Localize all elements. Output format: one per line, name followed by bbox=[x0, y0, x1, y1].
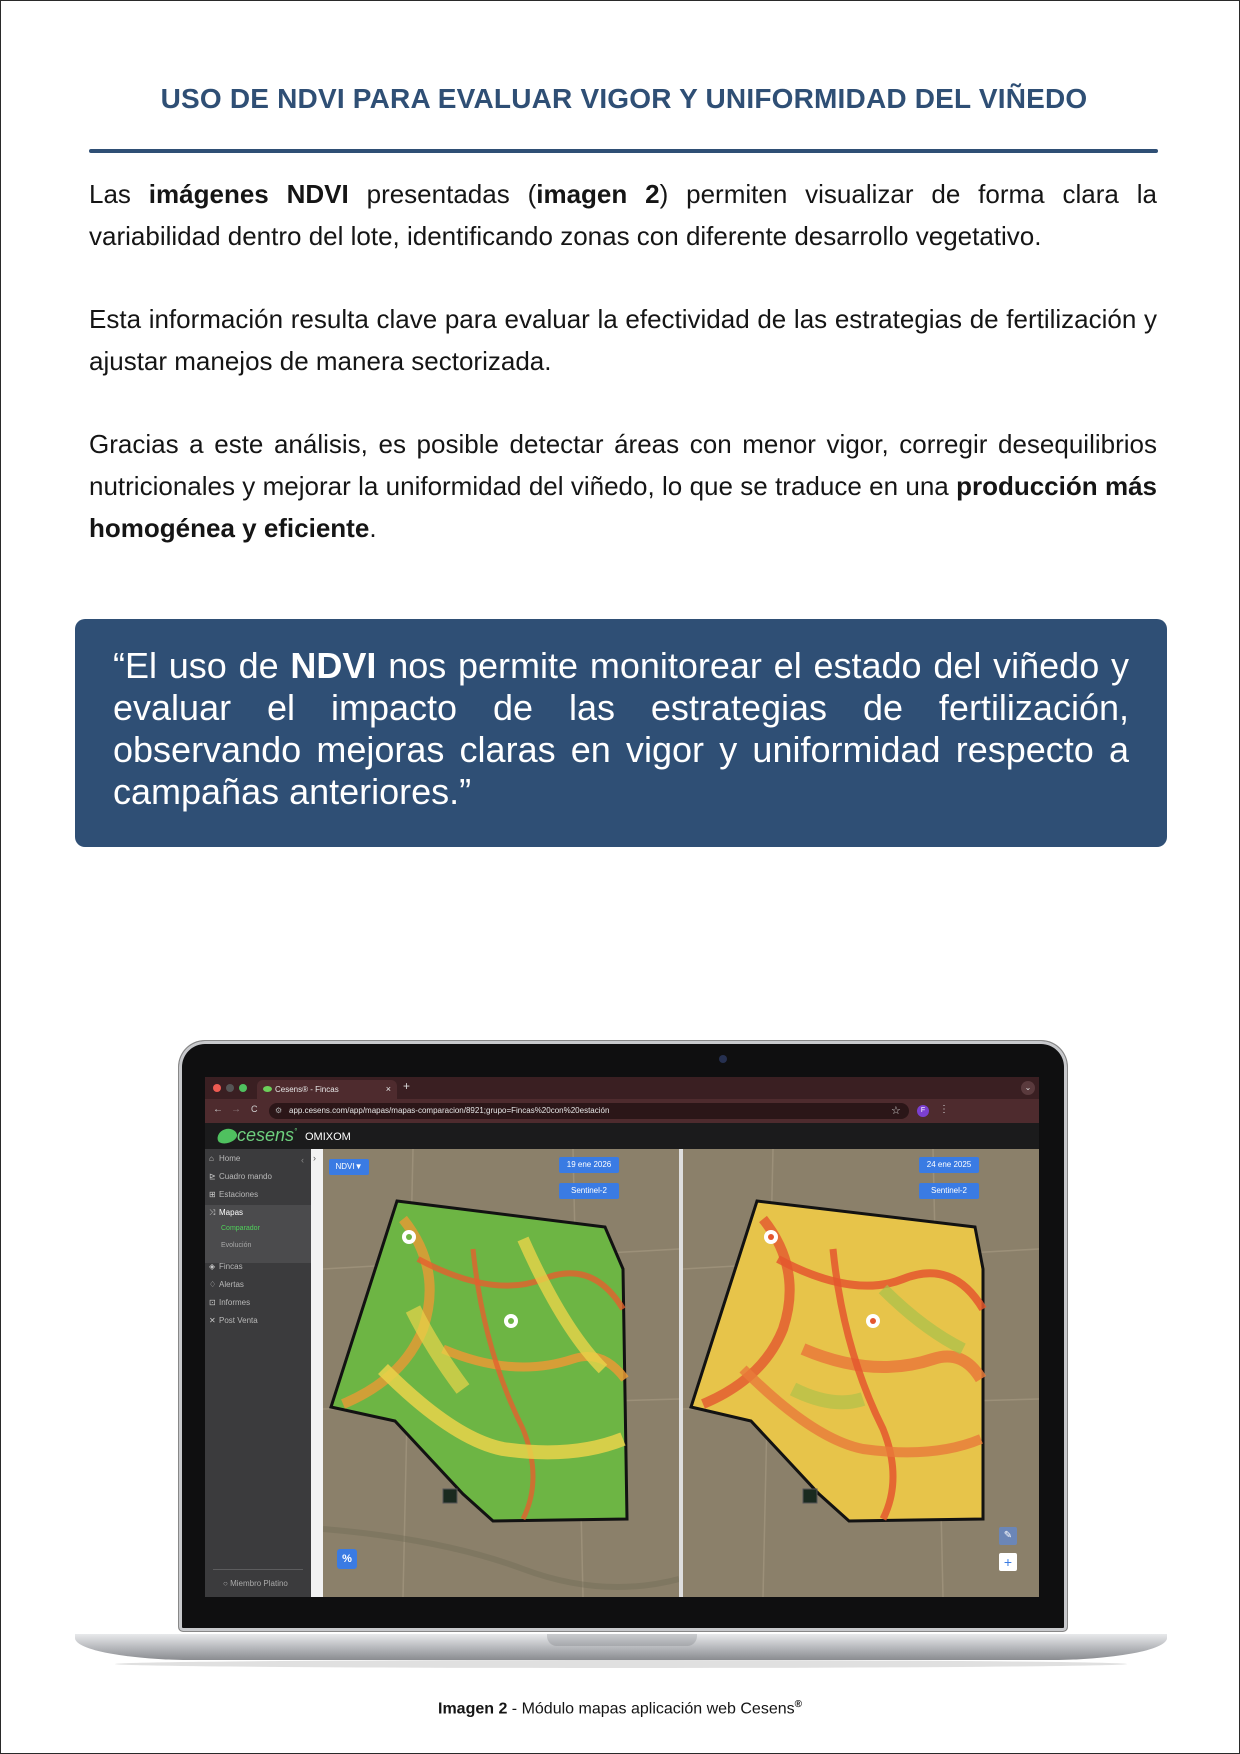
station-icon: ⊞ bbox=[209, 1190, 216, 1199]
member-label: Miembro Platino bbox=[230, 1579, 288, 1588]
satellite-map-left bbox=[323, 1149, 679, 1597]
p1-bold-a: imágenes NDVI bbox=[148, 179, 349, 209]
document-title: USO DE NDVI PARA EVALUAR VIGOR Y UNIFORMIDAD DEL VIÑEDO bbox=[160, 83, 1088, 114]
paragraph-2: Esta información resulta clave para evaluar la efectividad de las estrategias de fertilización y ajustar manejos de manera sectorizada. bbox=[89, 304, 1157, 376]
title-divider bbox=[89, 149, 1158, 153]
quote-box bbox=[75, 619, 1167, 847]
paragraph-3 bbox=[89, 423, 1157, 549]
quote-text-b: nos permite monitorear el estado del viñedo y evaluar el impacto de las estrategias de fertilización, observando mejoras claras en vigor y uniformidad respecto a campañas anteriores.” bbox=[113, 645, 1129, 812]
laptop-shadow bbox=[115, 1660, 1127, 1668]
browser-menu-icon[interactable]: ⋮ bbox=[939, 1104, 949, 1115]
date-select-right[interactable]: 24 ene 2025 bbox=[919, 1157, 979, 1173]
url-text: app.cesens.com/app/mapas/mapas-comparacion/8921;grupo=Fincas%20con%20estación bbox=[289, 1106, 610, 1115]
caption-label: Imagen 2 bbox=[438, 1700, 508, 1718]
membership-badge[interactable] bbox=[223, 1579, 288, 1588]
sidebar bbox=[205, 1149, 311, 1597]
map-icon: ⤨ bbox=[209, 1208, 216, 1217]
cesens-logo[interactable] bbox=[237, 1125, 297, 1146]
sidebar-item-mapas[interactable] bbox=[209, 1205, 243, 1221]
bell-icon: ♢ bbox=[209, 1280, 217, 1289]
laptop-screen bbox=[205, 1077, 1039, 1597]
forward-icon[interactable]: → bbox=[231, 1104, 241, 1115]
browser-tab[interactable] bbox=[257, 1080, 397, 1099]
report-icon: ⊡ bbox=[209, 1298, 216, 1307]
tab-close-icon[interactable]: × bbox=[385, 1084, 391, 1094]
close-window-dot[interactable] bbox=[213, 1084, 221, 1092]
maximize-window-dot[interactable] bbox=[239, 1084, 247, 1092]
satellite-map-right bbox=[683, 1149, 1039, 1597]
browser-tab-bar bbox=[205, 1077, 1039, 1099]
tab-search-icon[interactable]: ⌄ bbox=[1021, 1081, 1035, 1095]
tab-title: Cesens® - Fincas bbox=[275, 1085, 339, 1094]
sidebar-item-label: Informes bbox=[219, 1298, 251, 1307]
percent-button[interactable]: % bbox=[337, 1549, 357, 1569]
paragraph-1 bbox=[89, 173, 1157, 257]
organization-name: OMIXOM bbox=[305, 1131, 351, 1143]
reload-icon[interactable]: C bbox=[251, 1104, 258, 1114]
p1-text-a: Las bbox=[89, 179, 149, 209]
figure-caption bbox=[1, 1699, 1239, 1718]
edit-icon[interactable]: ✎ bbox=[999, 1527, 1017, 1545]
cesens-favicon-icon bbox=[263, 1086, 272, 1092]
laptop-notch bbox=[547, 1634, 697, 1646]
layer-select-dropdown[interactable]: NDVI▼ bbox=[329, 1159, 369, 1175]
source-select-right[interactable]: Sentinel-2 bbox=[919, 1183, 979, 1199]
logo-word: cesens bbox=[237, 1125, 295, 1145]
quote-bold: NDVI bbox=[290, 645, 377, 686]
sidebar-collapse-icon[interactable]: ‹ bbox=[301, 1155, 304, 1165]
p1-text-b: presentadas ( bbox=[348, 179, 537, 209]
camera-icon bbox=[719, 1055, 727, 1063]
ndvi-map-right[interactable] bbox=[683, 1149, 1039, 1597]
date-select-left[interactable]: 19 ene 2026 bbox=[559, 1157, 619, 1173]
p1-bold-b: imagen 2 bbox=[536, 179, 660, 209]
sidebar-item-label: Home bbox=[219, 1154, 241, 1163]
sidebar-item-informes[interactable] bbox=[209, 1295, 250, 1311]
sidebar-divider bbox=[213, 1569, 303, 1570]
laptop-mockup bbox=[75, 1041, 1167, 1671]
sidebar-item-label: Post Venta bbox=[219, 1316, 258, 1325]
p3-bold: producción más homogénea y eficiente bbox=[89, 471, 1157, 543]
sidebar-subitem-comparador[interactable]: Comparador bbox=[221, 1225, 260, 1232]
sidebar-item-label: Alertas bbox=[219, 1280, 244, 1289]
home-icon: ⌂ bbox=[209, 1154, 214, 1163]
profile-avatar[interactable]: F bbox=[917, 1105, 929, 1117]
sidebar-item-label: Cuadro mando bbox=[219, 1172, 272, 1181]
caption-text: - Módulo mapas aplicación web Cesens bbox=[507, 1700, 795, 1718]
site-info-icon[interactable]: ⚙ bbox=[275, 1106, 283, 1115]
sidebar-item-label: Mapas bbox=[219, 1208, 244, 1217]
bookmark-star-icon[interactable]: ☆ bbox=[891, 1105, 901, 1117]
sidebar-item-estaciones[interactable] bbox=[209, 1187, 258, 1203]
member-icon: ○ bbox=[223, 1579, 228, 1588]
quote-text-a: “El uso de bbox=[113, 645, 291, 686]
sidebar-item-fincas[interactable] bbox=[209, 1259, 243, 1275]
p3-text-a: Gracias a este análisis, es posible detectar áreas con menor vigor, corregir desequilibrios nutricionales y mejorar la uniformidad del viñedo, lo que se traduce en una bbox=[89, 429, 1157, 501]
url-field[interactable] bbox=[269, 1103, 909, 1119]
ndvi-map-left[interactable] bbox=[323, 1149, 679, 1597]
sidebar-item-label: Estaciones bbox=[219, 1190, 259, 1199]
logo-mark: ° bbox=[294, 1127, 298, 1136]
panel-expand-strip[interactable] bbox=[311, 1149, 323, 1597]
sidebar-subitem-evolucion[interactable]: Evolución bbox=[221, 1242, 252, 1249]
p3-text-b: . bbox=[369, 513, 377, 543]
farm-icon: ◈ bbox=[209, 1262, 216, 1271]
sidebar-item-home[interactable] bbox=[209, 1151, 240, 1167]
minimize-window-dot[interactable] bbox=[226, 1084, 234, 1092]
sidebar-item-post-venta[interactable] bbox=[209, 1313, 258, 1329]
app-header bbox=[205, 1123, 1039, 1149]
p1-text-c: ) permiten visualizar de forma clara la variabilidad dentro del lote, identificando zonas con diferente desarrollo vegetativo. bbox=[89, 179, 1157, 251]
tools-icon: ✕ bbox=[209, 1316, 216, 1325]
back-icon[interactable]: ← bbox=[213, 1104, 223, 1115]
new-tab-button[interactable]: + bbox=[403, 1079, 411, 1093]
browser-address-bar bbox=[205, 1099, 1039, 1123]
dashboard-icon: ⊵ bbox=[209, 1172, 216, 1181]
caption-registered-mark: ® bbox=[794, 1699, 802, 1710]
sidebar-item-label: Fincas bbox=[219, 1262, 243, 1271]
zoom-in-button[interactable]: + bbox=[999, 1553, 1017, 1571]
quote-text bbox=[113, 645, 1129, 813]
sidebar-item-alertas[interactable] bbox=[209, 1277, 244, 1293]
source-select-left[interactable]: Sentinel-2 bbox=[559, 1183, 619, 1199]
sidebar-item-cuadro-mando[interactable] bbox=[209, 1169, 272, 1185]
cesens-leaf-icon bbox=[215, 1126, 238, 1145]
chevron-right-icon: › bbox=[313, 1153, 316, 1163]
